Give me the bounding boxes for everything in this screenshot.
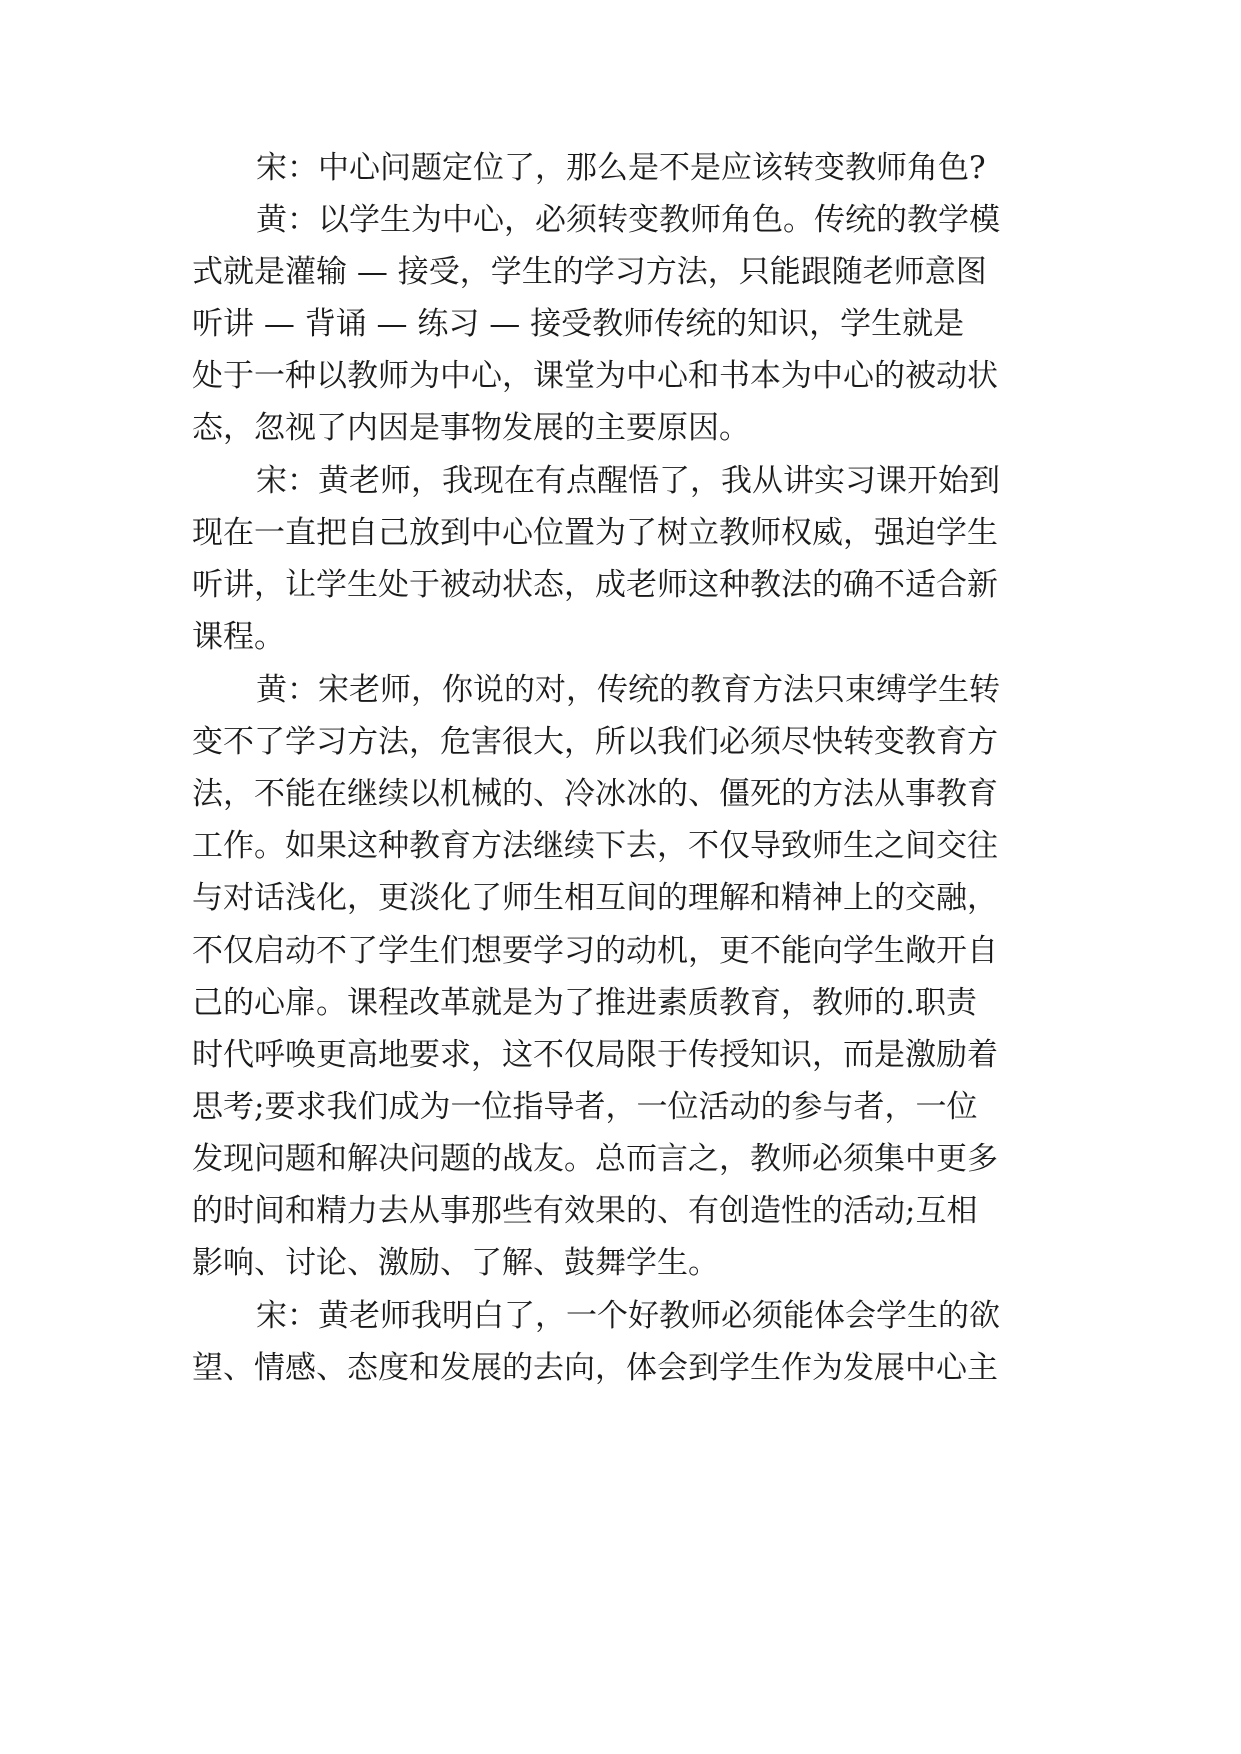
text-line: 黄：宋老师，你说的对，传统的教育方法只束缚学生转 <box>256 672 1000 708</box>
text-line: 听讲，让学生处于被动状态，成老师这种教法的确不适合新 <box>192 567 998 603</box>
text-line: 处于一种以教师为中心，课堂为中心和书本为中心的被动状 <box>192 358 998 394</box>
text-line: 课程。 <box>192 619 285 655</box>
text-line: 影响、讨论、激励、了解、鼓舞学生。 <box>192 1245 719 1281</box>
text-line: 己的心扉。课程改革就是为了推进素质教育，教师的.职责 <box>192 985 977 1021</box>
text-line: 现在一直把自己放到中心位置为了树立教师权威，强迫学生 <box>192 515 998 551</box>
text-line: 黄：以学生为中心，必须转变教师角色。传统的教学模 <box>256 202 1000 238</box>
text-line: 宋：黄老师我明白了，一个好教师必须能体会学生的欲 <box>256 1298 1000 1334</box>
text-line: 式就是灌输 — 接受，学生的学习方法，只能跟随老师意图 <box>192 254 987 290</box>
text-line: 时代呼唤更高地要求，这不仅局限于传授知识，而是激励着 <box>192 1037 998 1073</box>
text-line: 与对话浅化，更淡化了师生相互间的理解和精神上的交融， <box>192 880 998 916</box>
text-line: 工作。如果这种教育方法继续下去，不仅导致师生之间交往 <box>192 828 998 864</box>
text-line: 态，忽视了内因是事物发展的主要原因。 <box>192 410 750 446</box>
text-line: 听讲 — 背诵 — 练习 — 接受教师传统的知识，学生就是 <box>192 306 965 342</box>
text-line: 宋：黄老师，我现在有点醒悟了，我从讲实习课开始到 <box>256 463 1000 499</box>
text-line: 法，不能在继续以机械的、冷冰冰的、僵死的方法从事教育 <box>192 776 998 812</box>
text-line: 望、情感、态度和发展的去向，体会到学生作为发展中心主 <box>192 1350 998 1386</box>
text-line: 的时间和精力去从事那些有效果的、有创造性的活动;互相 <box>192 1193 978 1229</box>
text-line: 不仅启动不了学生们想要学习的动机，更不能向学生敞开自 <box>192 933 998 969</box>
text-line: 宋：中心问题定位了，那么是不是应该转变教师角色? <box>256 150 986 186</box>
text-line: 发现问题和解决问题的战友。总而言之，教师必须集中更多 <box>192 1141 998 1177</box>
text-line: 变不了学习方法，危害很大，所以我们必须尽快转变教育方 <box>192 724 998 760</box>
text-line: 思考;要求我们成为一位指导者，一位活动的参与者，一位 <box>192 1089 978 1125</box>
